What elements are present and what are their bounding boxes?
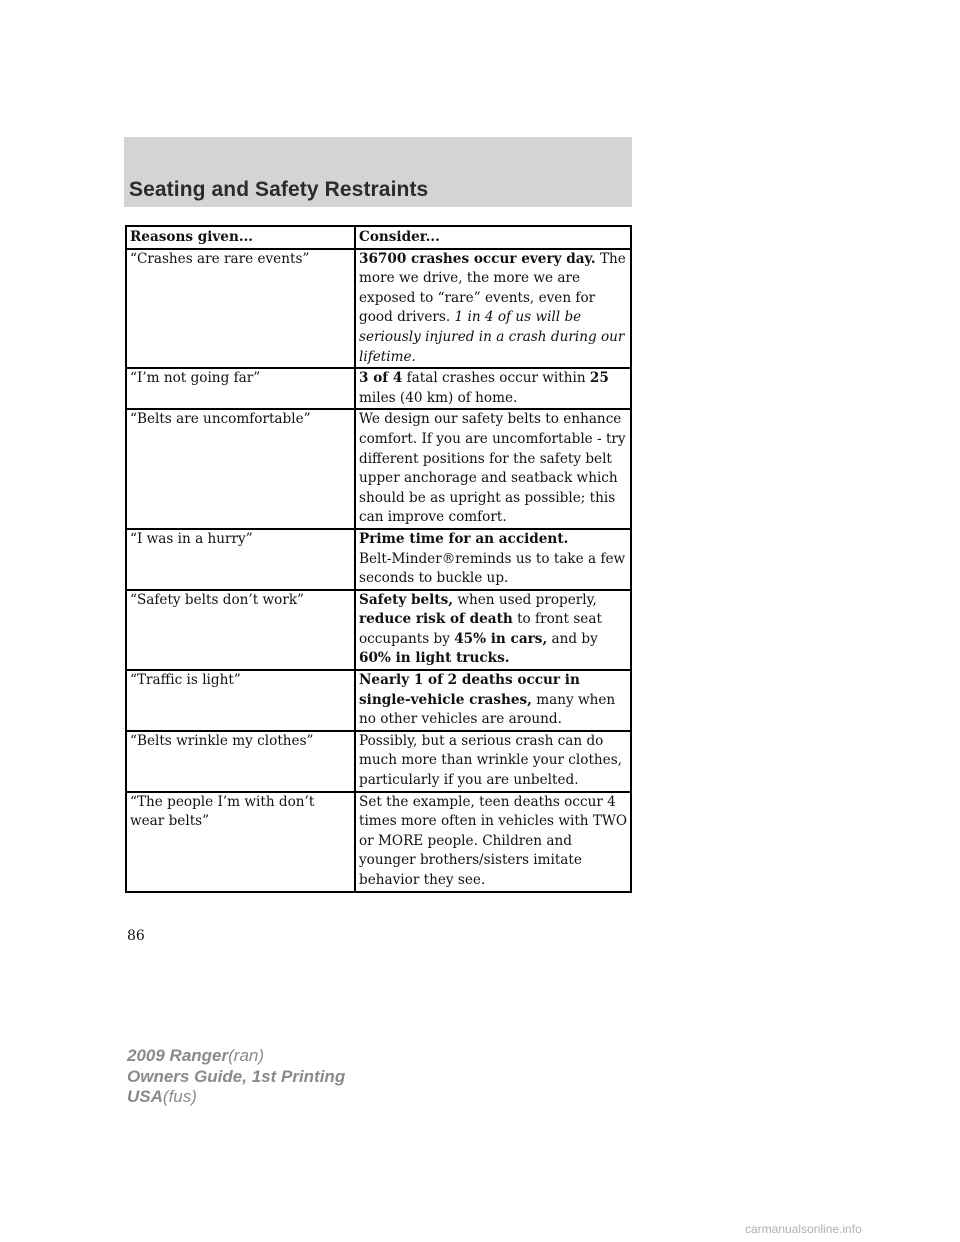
footer-model: 2009 Ranger: [127, 1046, 229, 1065]
consider-text-segment: 25: [589, 370, 609, 387]
consider-text-segment: Possibly, but a serious crash can do much more than wrinkle your clothes, particularly if you are unbelted.: [359, 732, 623, 789]
table-header-row: [126, 226, 631, 249]
reason-cell: “Safety belts don’t work”: [126, 590, 355, 670]
footer-market: USA: [127, 1087, 163, 1106]
table-row: [126, 529, 631, 590]
footer-line-1: [127, 1046, 345, 1067]
consider-text-segment: fatal crashes occur within: [406, 370, 586, 387]
consider-text-segment: Prime time for an accident.: [359, 530, 569, 547]
consider-text-segment: 45% in cars,: [454, 630, 548, 647]
footer-line-3: [127, 1087, 345, 1108]
table-row: [126, 670, 631, 731]
footer-line-2: [127, 1067, 345, 1088]
consider-text-segment: reduce risk of death: [359, 611, 513, 628]
table-row: [126, 409, 631, 529]
reason-cell: “I was in a hurry”: [126, 529, 355, 590]
consider-text-segment: and by: [551, 630, 598, 647]
reasons-table: [125, 225, 632, 893]
table-row: [126, 731, 631, 792]
reason-cell: “Belts wrinkle my clothes”: [126, 731, 355, 792]
consider-text-segment: Safety belts,: [359, 591, 454, 608]
consider-cell: [355, 792, 631, 892]
consider-text-segment: many when no other vehicles are around.: [359, 691, 616, 728]
reason-cell: “Traffic is light”: [126, 670, 355, 731]
consider-text-segment: 36700 crashes occur every day.: [359, 250, 596, 267]
consider-cell: [355, 409, 631, 529]
table-row: [126, 368, 631, 409]
consider-text-segment: when used properly,: [457, 591, 597, 608]
consider-cell: [355, 670, 631, 731]
table-row: [126, 249, 631, 369]
print-footer: [127, 1046, 345, 1108]
consider-text-segment: 60% in light trucks.: [359, 650, 510, 667]
footer-market-code: (fus): [162, 1087, 197, 1106]
consider-text-segment: 1 in 4 of us will be seriously injured in a crash during our lifetime.: [359, 309, 625, 365]
consider-cell: [355, 529, 631, 590]
consider-text-segment: Set the example, teen deaths occur 4 times more often in vehicles with TWO or MORE people. Children and younger brothers/sisters imitate behavior they see.: [359, 793, 628, 888]
consider-text-segment: The more we drive, the more we are exposed to “rare” events, even for good drivers.: [359, 250, 626, 326]
footer-model-code: (ran): [228, 1046, 265, 1065]
footer-edition: Owners Guide, 1st Printing: [127, 1066, 346, 1086]
reason-cell: “Crashes are rare events”: [126, 249, 355, 369]
table-row: [126, 792, 631, 892]
reason-cell: “Belts are uncomfortable”: [126, 409, 355, 529]
consider-text-segment: Belt-Minder®reminds us to take a few seconds to buckle up.: [359, 550, 626, 587]
page-number: 86: [127, 928, 145, 944]
table-row: [126, 590, 631, 670]
consider-text-segment: miles (40 km) of home.: [359, 389, 518, 406]
table-body: [126, 249, 631, 892]
consider-cell: [355, 590, 631, 670]
consider-text-segment: 3 of 4: [359, 370, 403, 387]
consider-text-segment: We design our safety belts to enhance comfort. If you are uncomfortable - try different positions for the safety belt upper anchorage and seatback which should be as upright as possible; this can improve comfort.: [359, 411, 626, 526]
consider-cell: [355, 249, 631, 369]
reason-cell: “The people I’m with don’t wear belts”: [126, 792, 355, 892]
consider-text-segment: to front seat occupants by: [359, 611, 602, 647]
consider-cell: [355, 731, 631, 792]
column-header-reasons: Reasons given...: [126, 226, 355, 249]
consider-cell: [355, 368, 631, 409]
column-header-consider: Consider...: [355, 226, 631, 249]
section-title: Seating and Safety Restraints: [129, 178, 429, 201]
consider-text-segment: Nearly 1 of 2 deaths occur in single-vehicle crashes,: [359, 672, 580, 708]
reason-cell: “I’m not going far”: [126, 368, 355, 409]
site-watermark: carmanualsonline.info: [745, 1222, 862, 1236]
